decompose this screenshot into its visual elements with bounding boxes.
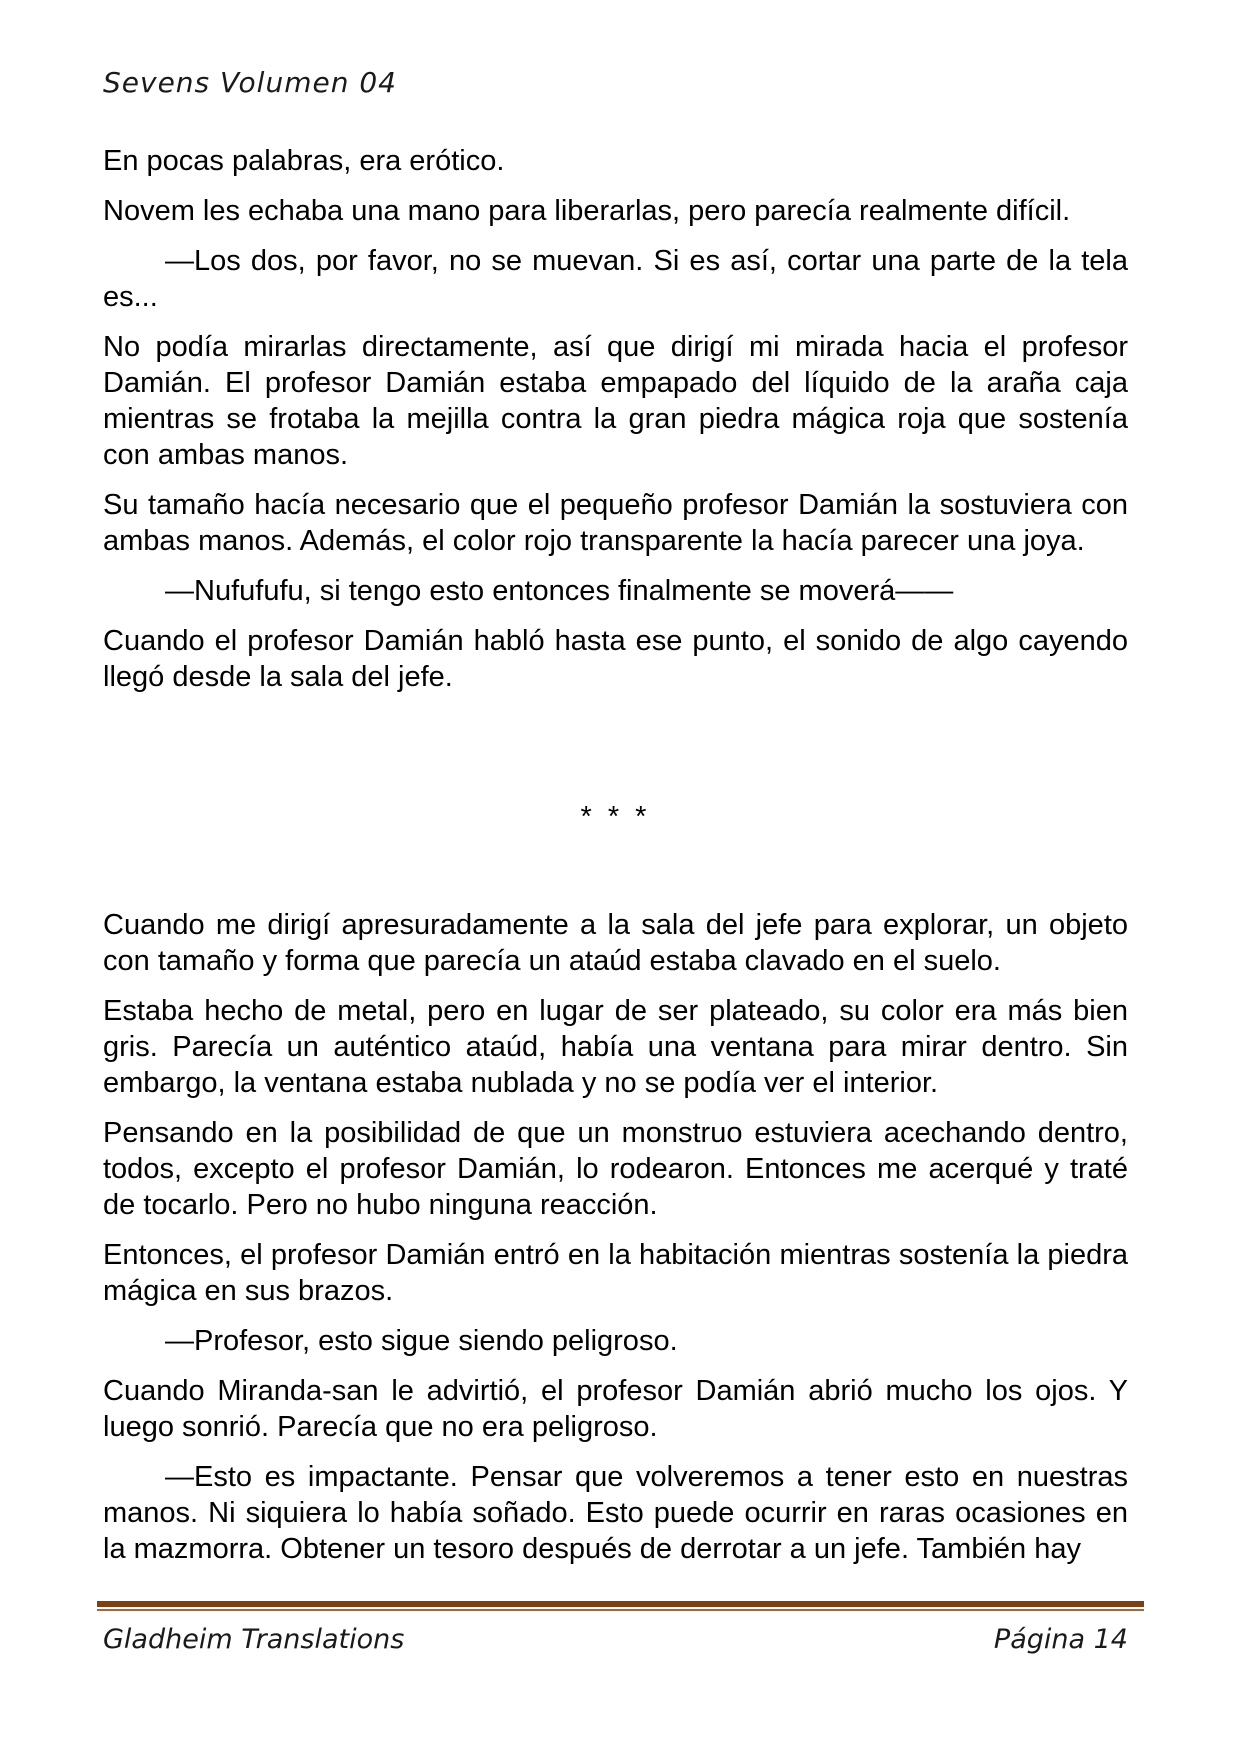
paragraph: Cuando me dirigí apresuradamente a la sala del jefe para explorar, un objeto con tamaño y forma que parecía un ataúd estaba clavado en el suelo. [103, 909, 1128, 977]
page-footer [103, 1624, 1128, 1655]
footer-rule-thin-line [97, 1609, 1144, 1611]
dialogue-paragraph: —Esto es impactante. Pensar que volveremos a tener esto en nuestras manos. Ni siquiera lo había soñado. Esto puede ocurrir en raras ocasiones en la mazmorra. Obtener un tesoro después de derrotar a un jefe. También hay [103, 1461, 1128, 1565]
dialogue-paragraph: —Los dos, por favor, no se muevan. Si es así, cortar una parte de la tela es... [103, 245, 1128, 313]
paragraph: Pensando en la posibilidad de que un monstruo estuviera acechando dentro, todos, excepto el profesor Damián, lo rodearon. Entonces me acerqué y traté de tocarlo. Pero no hubo ninguna reacción. [103, 1117, 1128, 1221]
paragraph: Entonces, el profesor Damián entró en la habitación mientras sostenía la piedra mágica en sus brazos. [103, 1239, 1128, 1307]
dialogue-paragraph: —Profesor, esto sigue siendo peligroso. [165, 1325, 678, 1357]
page-body [103, 143, 1128, 1581]
paragraph: No podía mirarlas directamente, así que dirigí mi mirada hacia el profesor Damián. El profesor Damián estaba empapado del líquido de la araña caja mientras se frotaba la mejilla contra la gran piedra mágica roja que sostenía con ambas manos. [103, 331, 1128, 471]
dialogue-paragraph: —Nufufufu, si tengo esto entonces finalmente se moverá—— [165, 575, 954, 607]
footer-page-number: Página 14 [993, 1624, 1128, 1655]
paragraph: Novem les echaba una mano para liberarlas, pero parecía realmente difícil. [103, 195, 1071, 227]
footer-rule [97, 1601, 1144, 1611]
footer-translator: Gladheim Translations [103, 1624, 405, 1655]
header-title: Sevens Volumen 04 [103, 66, 397, 99]
paragraph: Su tamaño hacía necesario que el pequeño profesor Damián la sostuviera con ambas manos. Además, el color rojo transparente la hacía parecer una joya. [103, 489, 1128, 557]
paragraph: Cuando el profesor Damián habló hasta ese punto, el sonido de algo cayendo llegó desde la sala del jefe. [103, 625, 1128, 693]
scene-divider: * * * [580, 801, 651, 833]
footer-rule-thick-line [97, 1601, 1144, 1607]
paragraph: Estaba hecho de metal, pero en lugar de ser plateado, su color era más bien gris. Parecía un auténtico ataúd, había una ventana para mirar dentro. Sin embargo, la ventana estaba nublada y no se podía ver el interior. [103, 995, 1128, 1099]
paragraph: En pocas palabras, era erótico. [103, 145, 505, 177]
page-header [103, 66, 1128, 99]
paragraph: Cuando Miranda-san le advirtió, el profesor Damián abrió mucho los ojos. Y luego sonrió. Parecía que no era peligroso. [103, 1375, 1128, 1443]
